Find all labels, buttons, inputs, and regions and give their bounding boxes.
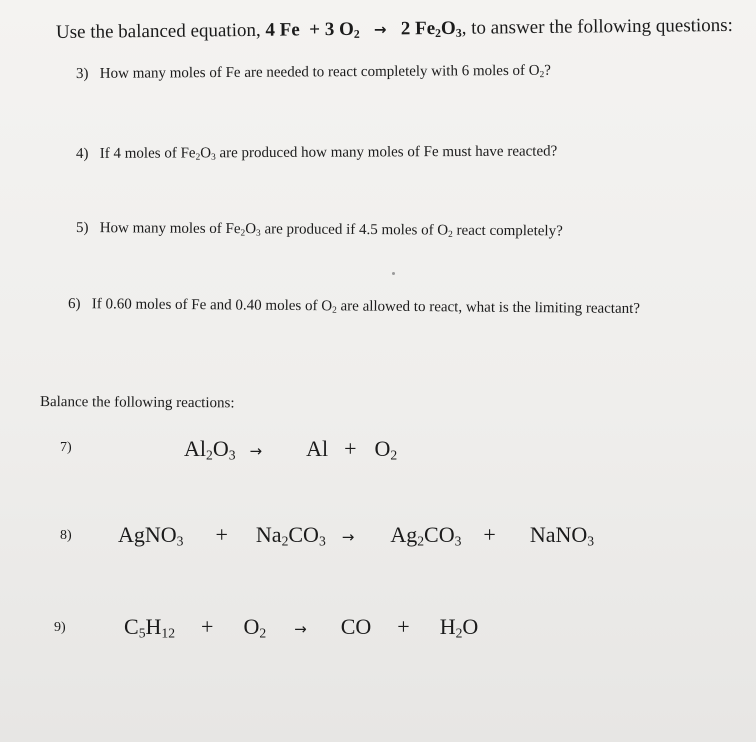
reaction-8-number: 8) [60, 528, 72, 543]
stray-mark [392, 272, 395, 275]
question-5: 5) How many moles of $Fe_2O_3$ are produced if 4.5 moles of $O_2$ react completely? [75, 220, 563, 240]
arrow-icon: → [341, 528, 355, 546]
header-equation: 4 Fe + 3 $O_2$ → 2 $Fe_2O_3$ [265, 17, 462, 41]
header-lead: Use the balanced equation, [55, 19, 261, 43]
question-3: 3) How many moles of Fe are needed to react completely with 6 moles of $O_2$? [75, 62, 551, 82]
reaction-7-number: 7) [60, 440, 72, 455]
question-4: 4) If 4 moles of $Fe_2O_3$ are produced how many moles of Fe must have reacted? [75, 143, 558, 163]
reaction-9: $C_5H_{12}$ + $O_2$ → CO + $H_2O$ [124, 614, 479, 641]
reaction-7: $Al_2O_3$ → Al + $O_2$ [184, 436, 398, 463]
arrow-icon: → [249, 442, 263, 460]
question-6: 6) If 0.60 moles of Fe and 0.40 moles of $O_2$ are allowed to react, what is the limiting reactant? [67, 296, 641, 317]
arrow-icon: → [294, 620, 307, 638]
header-tail: , to answer the following questions: [461, 14, 734, 39]
instructions-header [56, 15, 733, 44]
arrow-icon: → [373, 20, 387, 39]
balance-heading: Balance the following reactions: [39, 394, 235, 412]
reaction-9-number: 9) [54, 620, 66, 635]
reaction-8: AgNO$_3$ + $Na_2CO_3$ → $Ag_2CO_3$ + NaNO$_3$ [118, 522, 595, 549]
